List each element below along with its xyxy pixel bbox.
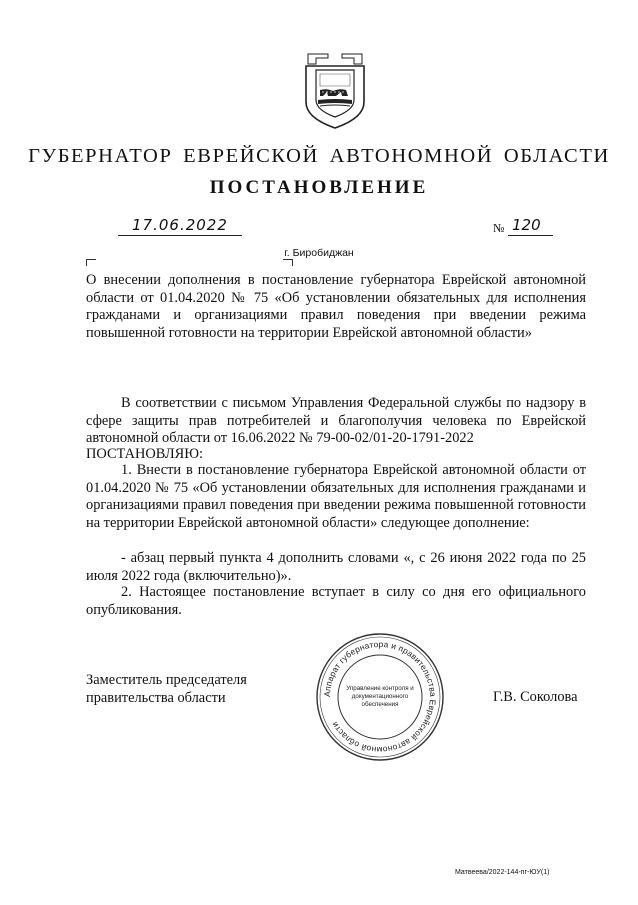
signatory-position bbox=[86, 671, 247, 707]
item-2: 2. Настоящее постановление вступает в силу со дня его официального опубликования. bbox=[86, 584, 586, 618]
position-line-2: правительства области bbox=[86, 690, 226, 706]
title-corner-right bbox=[283, 259, 293, 266]
document-number: 120 bbox=[508, 216, 553, 236]
document-date: 17.06.2022 bbox=[118, 216, 242, 236]
stamp-inner-line-1: Управление контроля и bbox=[346, 685, 414, 692]
signatory-name: Г.В. Соколова bbox=[493, 689, 578, 705]
position-line-1: Заместитель председателя bbox=[86, 672, 247, 688]
resolve-heading: ПОСТАНОВЛЯЮ: bbox=[86, 446, 204, 462]
city: г. Биробиджан bbox=[284, 247, 354, 259]
stamp-inner-line-2: документационного bbox=[351, 693, 409, 700]
document-title: О внесении дополнения в постановление губернатора Еврейской автономной области от 01.04.2020 № 75 «Об установлении обязательных для исполнения гражданами и организациями правил поведения при введении режима повышенной готовности на территории Еврейской автономной области» bbox=[86, 272, 586, 342]
stamp-outer-text: Аппарат губернатора и правительства Еврейской автономной области bbox=[321, 638, 439, 756]
document-type: ПОСТАНОВЛЕНИЕ bbox=[209, 177, 429, 198]
title-corner-left bbox=[86, 259, 96, 266]
official-stamp bbox=[315, 632, 445, 762]
number-label: № bbox=[493, 221, 505, 235]
item-1: 1. Внести в постановление губернатора Еврейской автономной области от 01.04.2020 № 75 «Об установлении обязательных для исполнения гражданами и организациями правил поведения при введении режима повышенной готовности на территории Еврейской автономной области» следующее дополнение: bbox=[86, 462, 586, 532]
footer-reference: Матвеева/2022-144-пг-ЮУ(1) bbox=[455, 869, 550, 876]
coat-of-arms-icon bbox=[302, 52, 368, 132]
stamp-inner-line-3: обеспечения bbox=[361, 701, 399, 708]
item-1-subclause: - абзац первый пункта 4 дополнить словами «, с 26 июня 2022 года по 25 июля 2022 года (включительно)». bbox=[86, 550, 586, 584]
preamble: В соответствии с письмом Управления Федеральной службы по надзору в сфере защиты прав потребителей и благополучия человека по Еврейской автономной области от 16.06.2022 № 79-00-02/01-20-1791-2022 bbox=[86, 395, 586, 447]
issuing-authority: ГУБЕРНАТОР ЕВРЕЙСКОЙ АВТОНОМНОЙ ОБЛАСТИ bbox=[28, 145, 610, 167]
